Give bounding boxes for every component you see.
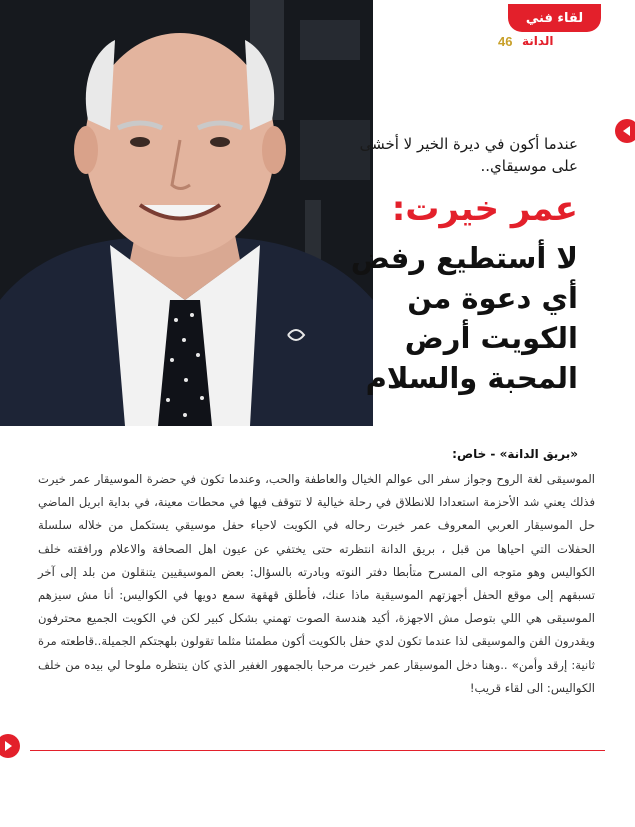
article-byline: «بريق الدانة» - خاص: xyxy=(452,447,578,461)
red-triangle-marker-icon xyxy=(609,118,635,144)
page-number: 46 xyxy=(498,34,513,49)
portrait-illustration xyxy=(0,0,373,426)
article-body: الموسيقى لغة الروح وجواز سفر الى عوالم الخيال والعاطفة والحب، وعندما تكون في حضرة الموسيقار عمر خيرت فذلك يعني شد الأحزمة استعدادا للانطلاق في رحلة خيالية لا تتوقف فيها في محطات معينة، في بداية ابريل الماضي حل الموسيقار العربي المعروف عمر خيرت رحاله في الكويت لاحياء حفل موسيقي يستكمل من خلاله سلسلة الحفلات التي احياها من قبل ، بريق الدانة انتظرته حتى يختفي عن عيون اهل الصحافة والاعلام ورافقته خلف الكواليس وهو متوجه الى المسرح متأبطا دفتر النوته وبادرته بالسؤال: بعض الموسيقيين يتنقلون من بلد إلى آخر تسبقهم إلى موقع الحفل أجهزتهم الموسيقية ماذا عنك، فأطلق قهقهة سمع دويها في الكواليس: أنا مش سيزهم الموسيقى هي اللي بتوصل مش الاجهزة، أكيد هندسة الصوت تهمني بشكل كبير لكن في الكويت الجميع محترفون ويقدرون الفن والموسيقى لذا عندما تكون لدي حفل بالكويت أكون مطمئنا مثلما تقولون بلهجتكم الجميلة..قاطعته مرة ثانية: إرقد وأمن» ..وهنا دخل الموسيقار عمر خيرت مرحبا بالجمهور الغفير الذي كان ينتظره ملوحا لي بيده من خلف الكواليس: الى لقاء قريب! xyxy=(38,472,595,695)
section-label: لقاء فني xyxy=(508,4,601,32)
portrait-photo xyxy=(0,0,373,426)
article-kicker: عندما أكون في ديرة الخير لا أخشى على موسيقاي.. xyxy=(359,135,578,175)
article-headline: لا أستطيع رفض أي دعوة من الكويت أرض المحبة والسلام xyxy=(350,241,578,395)
subject-name: عمر خيرت: xyxy=(391,189,578,229)
footer-rule xyxy=(30,750,605,751)
magazine-name: الدانة xyxy=(522,34,554,48)
magazine-logo xyxy=(522,34,553,48)
red-triangle-marker-icon xyxy=(0,733,26,759)
